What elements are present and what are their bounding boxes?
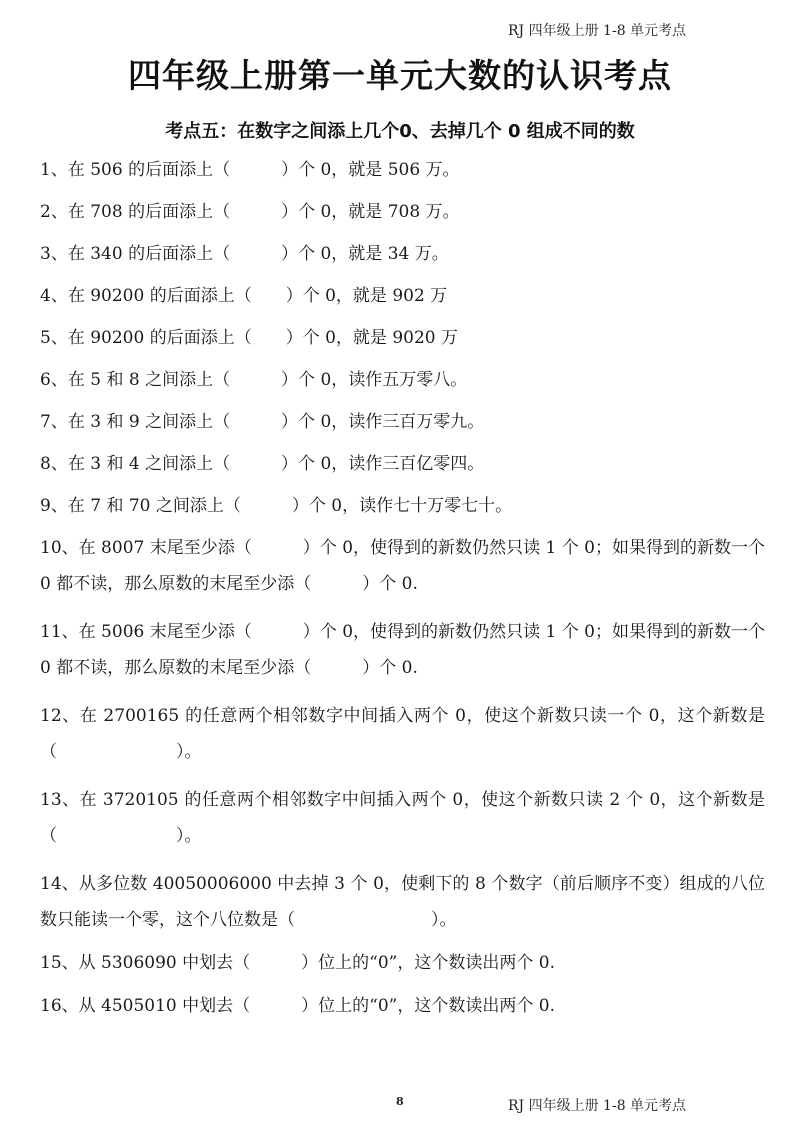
page-number: 8 [396,1095,404,1108]
question-11: 11、在 5006 末尾至少添（ ）个 0，使得到的新数仍然只读 1 个 0；如果得到的新数一个 0 都不读，那么原数的末尾至少添（ ）个 0. [40,622,765,678]
question-10: 10、在 8007 末尾至少添（ ）个 0，使得到的新数仍然只读 1 个 0；如果得到的新数一个 0 都不读，那么原数的末尾至少添（ ）个 0. [40,538,765,594]
question-7: 7、在 3 和 9 之间添上（ ）个 0，读作三百万零九。 [40,412,485,432]
question-12: 12、在 2700165 的任意两个相邻数字中间插入两个 0，使这个新数只读一个 0，这个新数是（ ）。 [40,706,765,762]
question-8: 8、在 3 和 4 之间添上（ ）个 0，读作三百亿零四。 [40,454,485,474]
page-title: 四年级上册第一单元大数的认识考点 [128,56,672,95]
question-1: 1、在 506 的后面添上（ ）个 0，就是 506 万。 [40,160,460,180]
header-label: RJ 四年级上册 1-8 单元考点 [508,23,687,39]
question-15: 15、从 5306090 中划去（ ）位上的“0”，这个数读出两个 0. [40,953,555,973]
question-16: 16、从 4505010 中划去（ ）位上的“0”，这个数读出两个 0. [40,996,555,1016]
question-6: 6、在 5 和 8 之间添上（ ）个 0，读作五万零八。 [40,370,468,390]
question-2: 2、在 708 的后面添上（ ）个 0，就是 708 万。 [40,202,460,222]
question-5: 5、在 90200 的后面添上（ ）个 0，就是 9020 万 [40,328,458,348]
question-14: 14、从多位数 40050006000 中去掉 3 个 0，使剩下的 8 个数字（前后顺序不变）组成的八位数只能读一个零，这个八位数是（ ）。 [40,874,765,930]
question-3: 3、在 340 的后面添上（ ）个 0，就是 34 万。 [40,244,449,264]
question-9: 9、在 7 和 70 之间添上（ ）个 0，读作七十万零七十。 [40,496,513,516]
section-subtitle: 考点五：在数字之间添上几个0、去掉几个 0 组成不同的数 [165,121,635,142]
footer-label: RJ 四年级上册 1-8 单元考点 [508,1098,687,1114]
question-13: 13、在 3720105 的任意两个相邻数字中间插入两个 0，使这个新数只读 2 个 0，这个新数是（ ）。 [40,790,765,846]
question-4: 4、在 90200 的后面添上（ ）个 0，就是 902 万 [40,286,448,306]
